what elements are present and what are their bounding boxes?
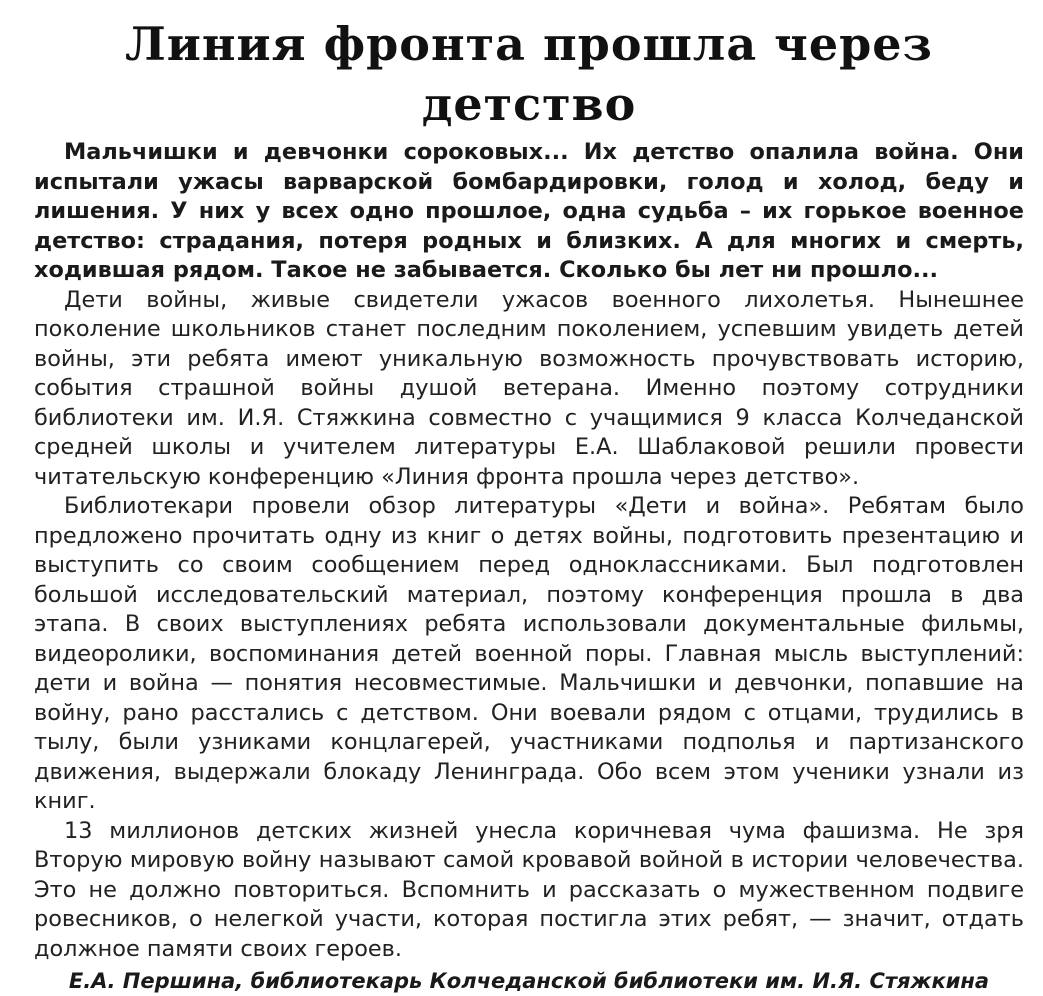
article-paragraph-3: 13 миллионов детских жизней унесла коричневая чума фашизма. Не зря Вторую мировую войну называют самой кровавой войной в истории человечества. Это не должно повториться. Вспомнить и рассказать о мужественном подвиге ровесников, о нелегкой участи, которая постигла этих ребят, — значит, отдать должное памяти своих героев. [34,817,1024,962]
article-title: Линия фронта прошла через детство [125,17,933,131]
article-paragraph-1: Дети войны, живые свидетели ужасов военного лихолетья. Нынешнее поколение школьников станет последним поколением, успевшим увидеть детей войны, эти ребята имеют уникальную возможность прочувствовать историю, события страшной войны душой ветерана. Именно поэтому сотрудники библиотеки им. И.Я. Стяжкина совместно с учащимися 9 класса Колчеданской средней школы и учителем литературы Е.А. Шаблаковой решили провести читательскую конференцию «Линия фронта прошла через детство». [34,286,1024,490]
article-lead: Мальчишки и девчонки сороковых... Их детство опалила война. Они испытали ужасы варварской бомбардировки, голод и холод, беду и лишения. У них у всех одно прошлое, одна судьба – их горькое военное детство: страдания, потеря родных и близких. А для многих и смерть, ходившая рядом. Такое не забывается. Сколько бы лет ни прошло... [34,139,1024,283]
newspaper-article [34,14,1024,996]
article-signature: Е.А. Першина, библиотекарь Колчеданской библиотеки им. И.Я. Стяжкина [68,969,990,993]
article-paragraph-2: Библиотекари провели обзор литературы «Дети и война». Ребятам было предложено прочитать одну из книг о детях войны, подготовить презентацию и выступить со своим сообщением перед одноклассниками. Был подготовлен большой исследовательский материал, поэтому конференция прошла в два этапа. В своих выступлениях ребята использовали документальные фильмы, видеоролики, воспоминания детей военной поры. Главная мысль выступлений: дети и война — понятия несовместимые. Мальчишки и девчонки, попавшие на войну, рано расстались с детством. Они воевали рядом с отцами, трудились в тылу, были узниками концлагерей, участниками подполья и партизанского движения, выдержали блокаду Ленинграда. Обо всем этом ученики узнали из книг. [34,493,1024,814]
